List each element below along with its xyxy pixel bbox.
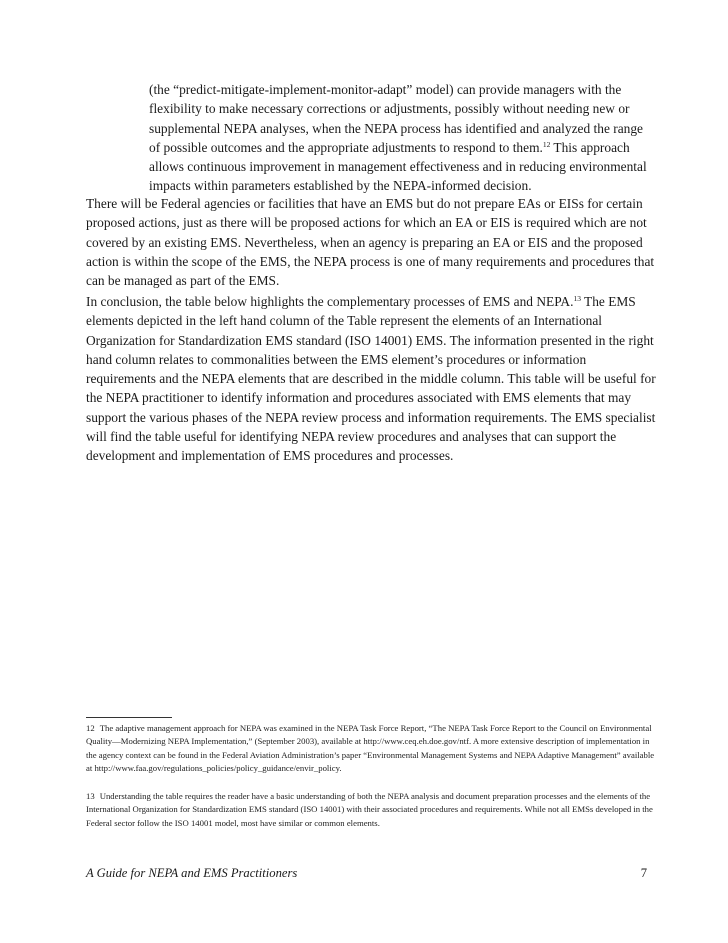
indented-paragraph-text-continued: This approach allows continuous improvement in management effectiveness and in reducing environmental impacts within parameters established by the NEPA-informed decision. — [149, 139, 647, 194]
conclusion-paragraph-text-continued: The EMS elements depicted in the left hand column of the Table represent the elements of an International Organization for Standardization EMS standard (ISO 14001) EMS. The information presented in the right hand column relates to commonalities between the EMS element’s procedures or information requirements and the NEPA elements that are described in the middle column. This table will be useful for the NEPA practitioner to identify information and procedures associated with EMS elements that may support the various phases of the NEPA review process and information requirements. The EMS specialist will find the table useful for identifying NEPA review procedures and analyses that can support the development and implementation of EMS procedures and processes. — [86, 294, 656, 464]
footnote-number: 13 — [86, 791, 95, 801]
body-paragraph-conclusion — [86, 292, 658, 466]
conclusion-paragraph-text: In conclusion, the table below highlights the complementary processes of EMS and NEPA. — [86, 294, 574, 309]
body-paragraph-federal: There will be Federal agencies or facilities that have an EMS but do not prepare EAs or EISs for certain proposed actions, just as there will be proposed actions for which an EA or EIS is required which are not covered by an existing EMS. Nevertheless, when an agency is preparing an EA or EIS and the proposed action is within the scope of the EMS, the NEPA process is one of many requirements and procedures that can be managed as part of the EMS. — [86, 196, 655, 289]
indented-paragraph-text: (the “predict-mitigate-implement-monitor-adapt” model) can provide managers with the flexibility to make necessary corrections or adjustments, possibly without needing new or supplemental NEPA analyses, when the NEPA process has identified and analyzed the range of possible outcomes and the appropriate adjustments to respond to them. — [149, 82, 643, 155]
footnote-reference-13[interactable]: 13 — [573, 294, 581, 303]
footnote-12 — [86, 722, 658, 775]
footer-title: A Guide for NEPA and EMS Practitioners — [86, 866, 298, 880]
footnote-number: 12 — [86, 723, 95, 733]
page-number: 7 — [640, 866, 647, 880]
footnote-text: The adaptive management approach for NEPA was examined in the NEPA Task Force Report, “The NEPA Task Force Report to the Council on Environmental Quality—Modernizing NEPA Implementation,” (September 2003), available at http://www.ceq.eh.doe.gov/ntf. A more extensive description of implementation in the agency context can be found in the Federal Aviation Administration’s paper “Environmental Management Systems and NEPA Adaptive Management” available at http://www.faa.gov/regulations_policies/policy_guidance/envir_policy. — [86, 723, 655, 773]
footnote-text: Understanding the table requires the reader have a basic understanding of both the NEPA analysis and document preparation processes and the elements of the International Organization for Standardization EMS standard (ISO 14001) with their associated procedures and requirements. While not all EMSs developed in the Federal sector follow the ISO 14001 model, most have similar or common elements. — [86, 791, 653, 828]
footnote-reference-12[interactable]: 12 — [542, 139, 551, 149]
footnote-separator — [86, 717, 172, 718]
indented-paragraph — [149, 80, 649, 196]
footnote-13 — [86, 790, 658, 830]
